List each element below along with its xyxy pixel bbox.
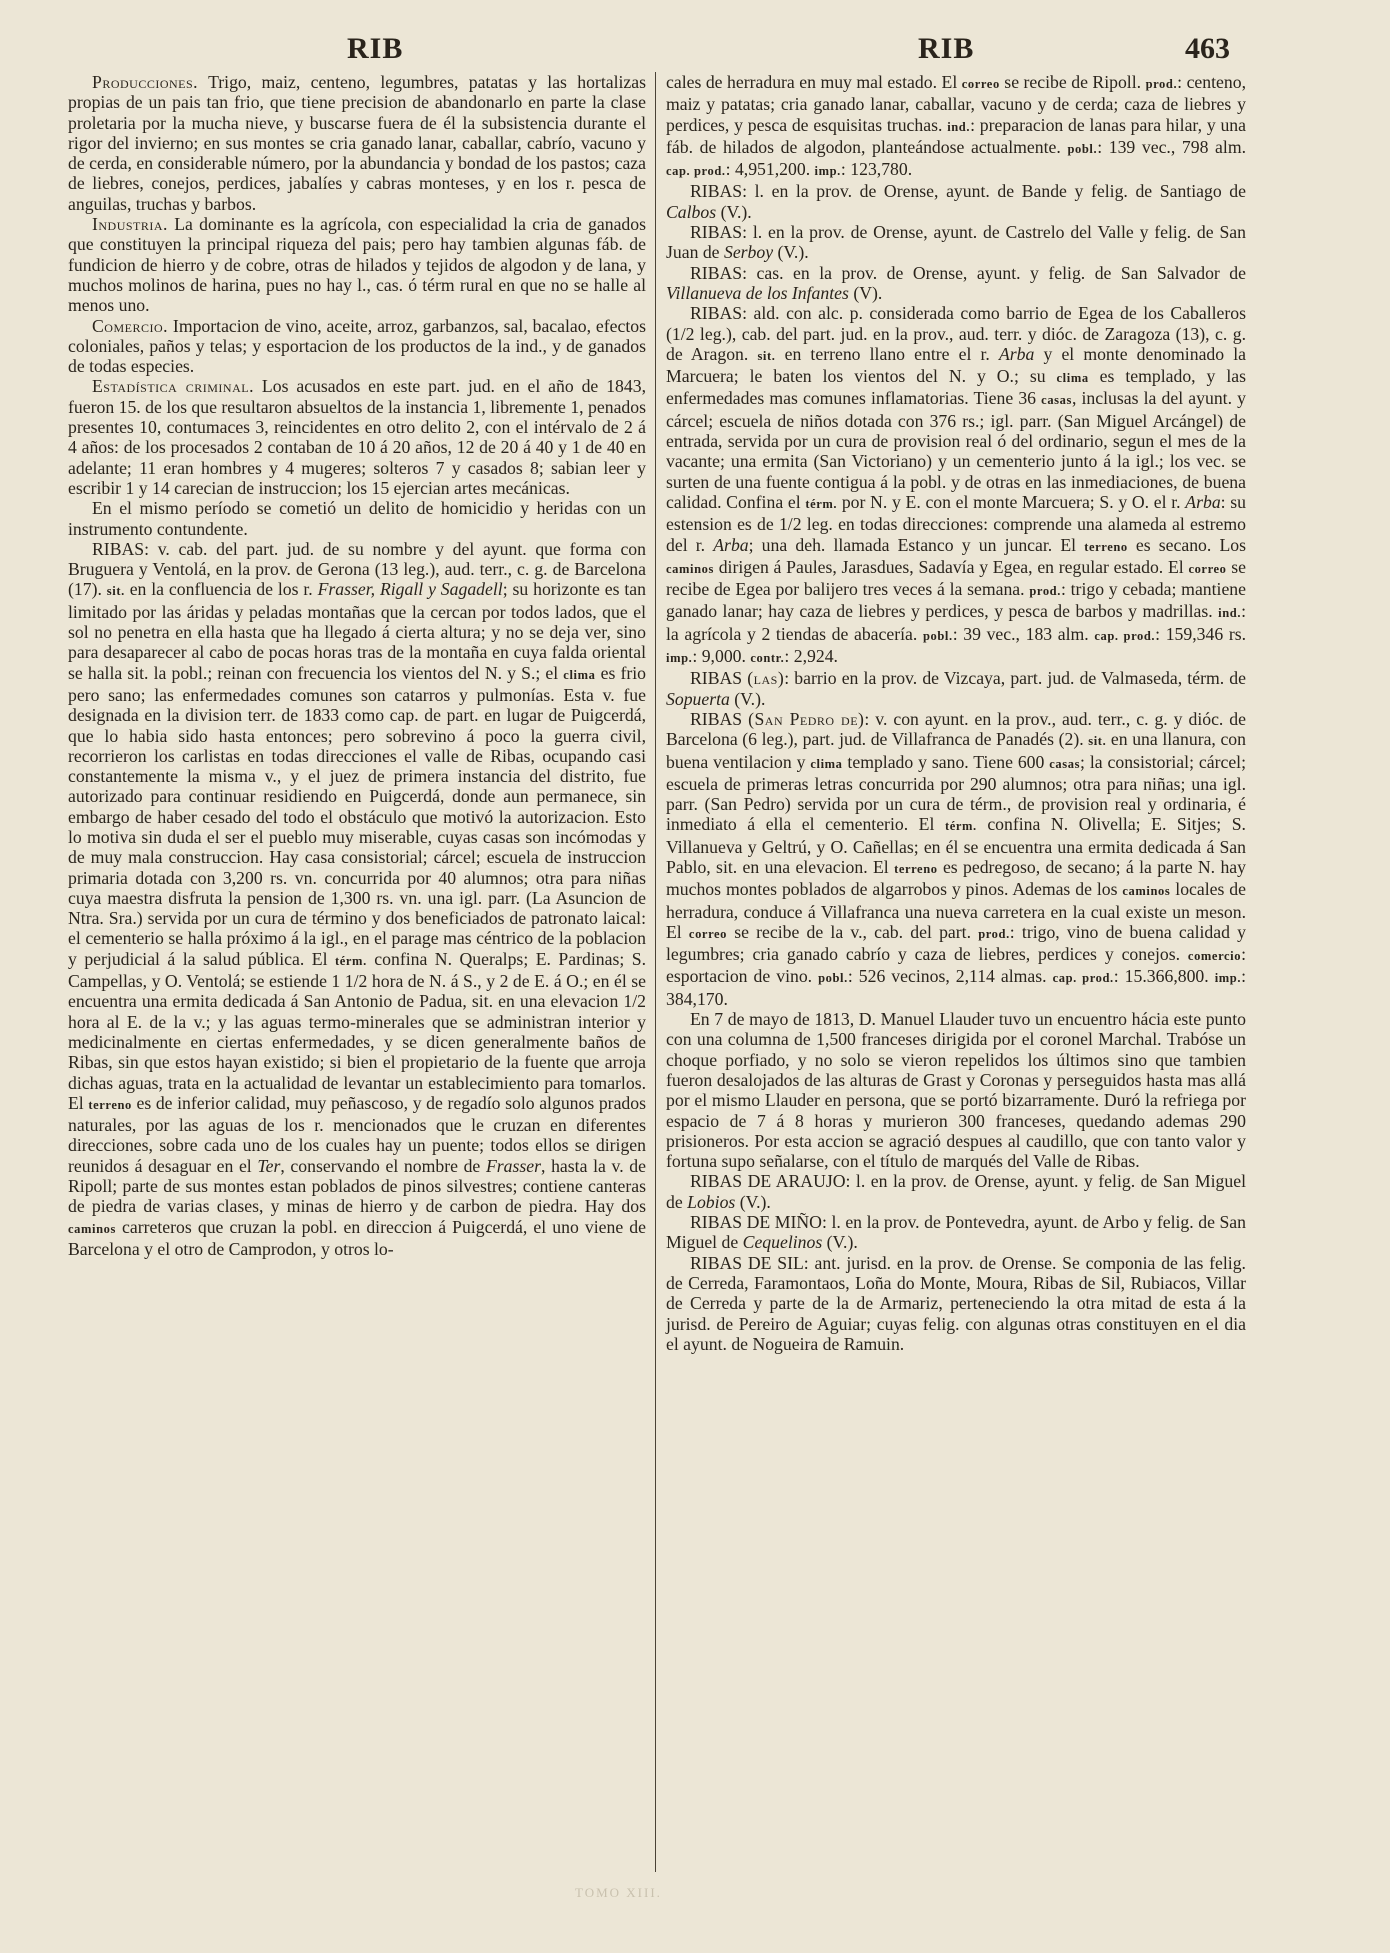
section-label: Estadística criminal.	[92, 376, 255, 397]
abbrev: térm.	[335, 953, 367, 968]
entry-text: , conservando el nombre de	[280, 1155, 486, 1176]
abbrev: sit.	[757, 348, 776, 363]
abbrev: imp.	[666, 651, 693, 666]
abbrev: térm.	[944, 819, 977, 834]
entry-text: confina N. Olivella; E. Sitjes; S. Villanueva y Geltrú, y O. Cañellas; en él se encuentra una ermita dedicada á San Pablo, sit. en una elevacion. El	[666, 814, 1246, 877]
entry-ribas-las	[666, 668, 1246, 709]
right-column	[666, 72, 1246, 1354]
entry-text: : 139 vec., 798 alm.	[1097, 136, 1246, 157]
abbrev: cap. prod.	[666, 164, 726, 179]
section-label: Producciones.	[92, 72, 199, 92]
abbrev: clima	[563, 667, 596, 682]
abbrev: terreno	[88, 1097, 132, 1112]
entry-text: (V).	[848, 282, 883, 303]
entry-text: (V.).	[735, 1191, 771, 1212]
italic-term: Arba	[713, 534, 749, 555]
italic-term: Arba	[1185, 491, 1221, 512]
entry-text: es frio pero sano; las enfermedades comunes son catarros y pulmonías. Esta v. fue designada en la division terr. de 1833 como cap. de part. en lugar de Puigcerdá, que lo habia sido hasta entonces; pero sobrevino á poco la guerra civil, recorrieron los carlistas en todas direcciones el valle de Ribas, ocupando casi constantemente la misma v., y el juez de primera instancia del distrito, fue autorizado para continuar residiendo en Puigcerdá, donde aun permanece, sin embargo de haber cesado del todo el obstáculo que motivó la autorizacion. Esto lo motiva sin duda el ser el pueblo muy miserable, cuyas casas son incómodas y de muy mala construccion. Hay casa consistorial; cárcel; escuela de instruccion primaria dotada con 3,200 rs. vn. concurrida por 40 alumnos; otra para niñas cuya maestra disfruta la pension de 1,300 rs. vn. una igl. parr. (La Asuncion de Ntra. Sra.) servida por un cura de término y dos beneficiados de patronato laical: el cementerio se halla próximo á la igl., en el parage mas céntrico de la poblacion y perjudicial á la salud pública. El	[68, 662, 646, 969]
left-column	[68, 72, 646, 1259]
entry-text: : 2,924.	[784, 646, 838, 667]
entry-text: : 123,780.	[840, 159, 913, 180]
abbrev: cap. prod.	[1052, 971, 1114, 986]
entry-text: (V.).	[822, 1232, 858, 1253]
entry-text: y el monte denominado la Marcuera; le baten los vientos del N. y O.; su	[666, 343, 1246, 387]
entry-text: : esportacion de vino.	[666, 944, 1246, 987]
entry-headword: RIBAS	[690, 181, 743, 202]
paragraph-estadistica	[68, 376, 646, 498]
entry-text: (V.).	[773, 242, 809, 263]
entry-text: : l. en la prov. de Orense, ayunt. de Castrelo del Valle y felig. de San Juan de	[666, 222, 1246, 263]
abbrev: clima	[1056, 371, 1089, 386]
abbrev: prod.	[1145, 77, 1178, 91]
entry-text: es secano. Los	[1127, 534, 1246, 555]
entry-text: ; la consistorial; cárcel; escuela de primeras letras concurrida por 290 alumnos; otra para niñas; una igl. parr. (San Pedro) servida por un cura de térm., de provision real y ordinaria, é inmediato á ella el cementerio. El	[666, 751, 1246, 835]
page-number: 463	[1185, 32, 1230, 65]
abbrev: casas	[1041, 393, 1072, 408]
italic-term: Lobios	[687, 1191, 736, 1212]
entry-headword: RIBAS	[690, 668, 743, 689]
abbrev: caminos	[666, 561, 714, 576]
paragraph-text: Importacion de vino, aceite, arroz, garbanzos, sal, bacalao, efectos coloniales, paños y telas; y esportacion de los productos de la ind., y de ganados de todas especies.	[68, 315, 646, 377]
entry-ribas-de-mino	[666, 1212, 1246, 1253]
entry-headword: RIBAS DE MIÑO	[690, 1212, 822, 1233]
column-divider	[655, 72, 656, 1872]
section-label: Comercio.	[92, 315, 169, 336]
paragraph-text: La dominante es la agrícola, con especialidad la cria de ganados que constituyen la principal riqueza del pais; pero hay tambien algunas fáb. de fundicion de hierro y de cobre, otras de hilados y tejidos de algodon y de lana, y muchos molinos de harina, pues no hay l., cas. ó térm rural en que no se halle al menos uno.	[68, 214, 646, 316]
entry-qualifier: (las)	[747, 668, 785, 689]
entry-ribas-gerona	[68, 539, 646, 1259]
entry-text: locales de herradura, conduce á Villafranca una nueva carretera en la cual existe un meson. El	[666, 879, 1246, 942]
entry-text: ; una deh. llamada Estanco y un juncar. El	[748, 534, 1085, 555]
entry-text: es pedregoso, de secano; á la parte N. hay muchos montes poblados de algarrobos y pinos. Ademas de los	[666, 856, 1246, 900]
paragraph-industria	[68, 214, 646, 315]
entry-text: : v. cab. del part. jud. de su nombre y del ayunt. que forma con Bruguera y Ventolá, en la prov. de Gerona (13 leg.), aud. terr., c. g. de Barcelona (17).	[68, 538, 646, 600]
entry-text: : 159,346 rs.	[1155, 623, 1247, 644]
paragraph-homicidio: En el mismo período se cometió un delito de homicidio y heridas con un instrumento contundente.	[68, 498, 646, 539]
running-header-left: RIB	[347, 32, 404, 65]
volume-footer: TOMO XIII.	[575, 1885, 662, 1900]
entry-text: : ald. con alc. p. considerada como barrio de Egea de los Caballeros (1/2 leg.), cab. del part. jud. en la prov., aud. terr. y dióc. de Zaragoza (13), c. g. de Aragon.	[666, 303, 1246, 364]
entry-headword: RIBAS	[690, 708, 743, 729]
italic-term: Cequelinos	[742, 1232, 823, 1253]
entry-ribas-de-sil	[666, 1253, 1246, 1354]
entry-text: , hasta la v. de Ripoll; parte de sus montes estan poblados de pinos silvestres; contiene canteras de piedra de varias clases, y minas de hierro y de carbon de piedra. Hay dos	[68, 1155, 646, 1217]
entry-headword: RIBAS	[690, 303, 743, 324]
abbrev: imp.	[1214, 971, 1242, 986]
paragraph-producciones	[68, 72, 646, 214]
abbrev: pobl.	[1067, 141, 1098, 156]
entry-ribas-villanueva	[666, 263, 1246, 304]
abbrev: correo	[688, 926, 727, 941]
entry-text: : su estension es de 1/2 leg. en todas direcciones: comprende una alameda al estremo del r.	[666, 491, 1246, 555]
entry-text: : l. en la prov. de Orense, ayunt. y felig. de San Miguel de	[666, 1171, 1246, 1212]
italic-term: Arba	[998, 343, 1035, 364]
abbrev: imp.	[814, 164, 841, 179]
abbrev: correo	[1188, 561, 1227, 576]
italic-term: Ter	[257, 1155, 281, 1176]
entry-qualifier: (San Pedro de)	[748, 708, 865, 729]
entry-text: se recibe de la v., cab. del part.	[727, 921, 979, 942]
entry-text: : trigo y cebada; mantiene ganado lanar; hay caza de liebres y perdices, y pesca de barbos y madrillas.	[666, 579, 1247, 622]
entry-text: , inclusas la del ayunt. y cárcel; escuela de niños dotada con 376 rs.; igl. parr. (San Miguel Arcángel) de entrada, servida por un cura de provision real ó del ordinario, segun el mes de la vacante; una ermita (San Victoriano) y un cementerio junto á la igl.; los vec. se surten de una fuente contigua á la pobl. y de otras en las inmediaciones, de buena calidad. Confina el	[666, 388, 1246, 512]
entry-ribas-calbos	[666, 181, 1246, 222]
entry-headword: RIBAS	[690, 222, 743, 243]
abbrev: caminos	[68, 1221, 116, 1236]
abbrev: casas	[1049, 756, 1081, 771]
entry-text: : centeno, maiz y patatas; cria ganado lanar, caballar, vacuno y de cerda; caza de liebres y perdices, y pesca de esquisitas truchas.	[666, 72, 1246, 135]
italic-term: Frasser	[485, 1155, 541, 1176]
abbrev: cap. prod.	[1094, 628, 1156, 643]
entry-text: : 384,170.	[666, 966, 1246, 1009]
entry-text: : la agrícola y 2 tiendas de abacería.	[666, 601, 1246, 644]
section-label: Industria.	[92, 214, 168, 235]
entry-text: : 39 vec., 183 alm.	[952, 623, 1095, 644]
abbrev: terreno	[1084, 539, 1128, 554]
entry-text: : preparacion de lanas para hilar, y una fáb. de hilados de algodon, planteándose actualmente.	[666, 114, 1246, 157]
entry-headword: RIBAS DE ARAUJO	[690, 1171, 846, 1192]
abbrev: ind.	[1218, 606, 1242, 621]
abbrev: correo	[961, 77, 1000, 91]
paragraph-comercio	[68, 316, 646, 377]
entry-ribas-egea	[666, 303, 1246, 668]
entry-text: carreteros que cruzan la pobl. en direccion á Puigcerdá, el uno viene de Barcelona y el otro de Camprodon, y otros lo-	[68, 1216, 646, 1259]
entry-text: : v. con ayunt. en la prov., aud. terr., c. g. y dióc. de Barcelona (6 leg.), part. jud. de Villafranca de Panadés (2).	[666, 708, 1246, 750]
entry-ribas-serboy	[666, 222, 1246, 263]
entry-text: : barrio en la prov. de Vizcaya, part. jud. de Valmaseda, térm. de	[784, 668, 1247, 689]
entry-text: : l. en la prov. de Pontevedra, ayunt. de Arbo y felig. de San Miguel de	[666, 1212, 1247, 1253]
abbrev: sit.	[1088, 734, 1107, 749]
entry-headword: RIBAS	[92, 538, 145, 559]
entry-text: : trigo, vino de buena calidad y legumbres; cria ganado cabrío y caza de liebres, perdices y conejos.	[666, 921, 1246, 965]
abbrev: prod.	[978, 926, 1010, 941]
entry-headword: RIBAS	[690, 262, 743, 283]
entry-ribas-san-pedro	[666, 709, 1246, 1009]
italic-term: Calbos	[666, 201, 717, 222]
entry-text: : 9,000.	[692, 646, 751, 667]
entry-text: (V.).	[729, 688, 766, 709]
abbrev: ind.	[947, 119, 971, 134]
entry-text: : 4,951,200.	[725, 159, 815, 180]
entry-text: : 526 vecinos, 2,114 almas.	[847, 966, 1053, 987]
entry-text: (V.).	[716, 201, 752, 222]
italic-term: Sopuerta	[666, 688, 730, 709]
entry-text: en una llanura, con buena ventilacion y	[666, 729, 1246, 772]
entry-text: en la confluencia de los r.	[124, 579, 318, 600]
entry-text: es de inferior calidad, muy peñascoso, y de regadío solo algunos prados naturales, por las aguas de los r. mencionados que le cruzan en diferentes direcciones, sobre cada uno de los cuales hay un puente; todos ellos se dirigen reunidos á desaguar en el	[68, 1092, 646, 1176]
entry-text: se recibe de Ripoll.	[999, 72, 1146, 92]
italic-term: Serboy	[723, 242, 774, 263]
entry-text: : cas. en la prov. de Orense, ayunt. y felig. de San Salvador de	[742, 262, 1246, 283]
running-header-right: RIB	[918, 32, 975, 65]
entry-text: ; su horizonte es tan limitado por las áridas y peladas montañas que la cercan por todos lados, que el sol no penetra en ella hasta que ha llegado á cierta altura; y no se deja ver, sino para desaparecer al cabo de pocas horas tras de la montaña en cuya falda oriental se halla sit. la pobl.; reinan con frecuencia los vientos del N. y S.; el	[68, 579, 646, 683]
paragraph-text: Trigo, maiz, centeno, legumbres, patatas y las hortalizas propias de un pais tan frio, que tiene precision de abandonarlo en parte la clase proletaria por la mucha nieve, y buscarse fuera de él la subsistencia durante el rigor del invierno; en sus montes se cria ganado lanar, caballar, cabrío, vacuno y de cerda, en considerable número, por la abundancia y bondad de los pastos; caza de liebres, conejos, perdices, jabalíes y cabras monteses, y en los r. pesca de anguilas, truchas y barbos.	[68, 72, 646, 214]
entry-text: en terreno llano entre el r.	[775, 343, 999, 364]
abbrev: clima	[810, 756, 843, 771]
abbrev: caminos	[1122, 884, 1171, 899]
entry-text: : ant. jurisd. en la prov. de Orense. Se componia de las felig. de Cerreda, Faramontaos, Loña do Monte, Moura, Ribas de Sil, Rubiacos, Villar de Cerreda y parte de la de Armariz, perteneciendo la otra mitad de esta á la jurisd. de Pereiro de Aguiar; cuyas felig. con algunas otras constituyen en el dia el ayunt. de Nogueira de Ramuin.	[666, 1252, 1246, 1354]
entry-text: : l. en la prov. de Orense, ayunt. de Bande y felig. de Santiago de	[742, 181, 1246, 202]
italic-term: Frasser, Rigall y Sagadell	[317, 579, 503, 600]
entry-text: es templado, y las enfermedades mas comunes inflamatorias. Tiene 36	[666, 366, 1246, 409]
entry-text: : 15.366,800.	[1113, 966, 1215, 987]
abbrev: sit.	[106, 584, 125, 599]
entry-text: se recibe de Egea por balijero tres veces á la semana.	[666, 556, 1247, 600]
abbrev: prod.	[1029, 584, 1061, 599]
abbrev: térm.	[805, 496, 838, 511]
paragraph-historia: En 7 de mayo de 1813, D. Manuel Llauder tuvo un encuentro hácia este punto con una columna de 1,500 franceses dirigida por el coronel Marchal. Trabóse un choque porfiado, y no solo se vieron repelidos los últimos sino que tambien fueron desalojados de las alturas de Grast y Coronas y perseguidos hasta mas allá por el mismo Llauder en persona, que se portó bizarramente. Duró la refriega por espacio de 7 á 8 horas y murieron 300 franceses, quedando ademas 290 prisioneros. Por esta accion se agració despues al caudillo, que con tanto valor y fortuna supo señalarse, con el título de marqués del Valle de Ribas.	[666, 1009, 1246, 1172]
abbrev: pobl.	[818, 971, 848, 986]
abbrev: terreno	[894, 861, 938, 876]
paragraph-text: Los acusados en este part. jud. en el año de 1843, fueron 15. de los que resultaron absueltos de la instancia 1, libremente 1, penados presentes 10, contumaces 3, reincidentes en otro delito 2, con el intérvalo de 2 á 4 años: de los procesados 2 contaban de 10 á 20 años, 12 de 20 á 40 y 1 de 40 en adelante; 11 eran hombres y 4 mugeres; solteros 7 y casados 8; sabian leer y escribir 1 y 14 carecian de instruccion; los 15 ejercian artes mecánicas.	[68, 376, 646, 498]
entry-text: por N. y E. con el monte Marcuera; S. y O. el r.	[837, 491, 1186, 512]
entry-text: cales de herradura en muy mal estado. El	[666, 72, 962, 92]
paragraph-continuation	[666, 72, 1246, 181]
abbrev: comercio	[1187, 949, 1242, 964]
entry-text: dirigen á Paules, Jarasdues, Sadavía y Egea, en regular estado. El	[713, 556, 1189, 577]
entry-text: confina N. Queralps; E. Pardinas; S. Campellas, y O. Ventolá; se estiende 1 1/2 hora de N. á S., y 2 de E. á O.; en él se encuentra una ermita dedicada á San Antonio de Padua, sit. en una elevacion 1/2 hora al E. de la v.; y las aguas termo-minerales que se administran interior y medicinalmente en ciertas enfermedades, y se dicen generalmente baños de Ribas, sin que estos hayan existido; si bien el propietario de la fuente que arroja dichas aguas, trata en la actualidad de levantar un establecimiento para tomarlos. El	[68, 948, 646, 1113]
entry-headword: RIBAS DE SIL	[690, 1252, 804, 1273]
entry-ribas-de-araujo	[666, 1171, 1246, 1212]
italic-term: Villanueva de los Infantes	[666, 282, 849, 303]
abbrev: pobl.	[922, 628, 953, 643]
entry-text: templado y sano. Tiene 600	[842, 751, 1050, 772]
abbrev: contr.	[750, 651, 785, 666]
